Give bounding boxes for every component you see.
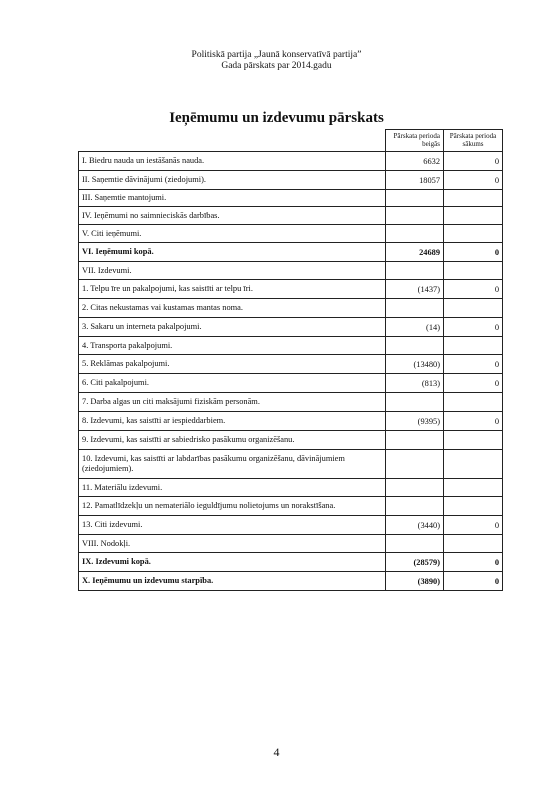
row-label: 3. Sakaru un interneta pakalpojumi.: [79, 318, 386, 337]
value-period-start: [444, 431, 503, 450]
value-period-end: [386, 190, 444, 207]
value-period-start: 0: [444, 355, 503, 374]
row-label: 1. Telpu īre un pakalpojumi, kas saistīti ar telpu īri.: [79, 280, 386, 299]
income-expense-table: [78, 129, 503, 591]
row-label: II. Saņemtie dāvinājumi (ziedojumi).: [79, 171, 386, 190]
page-title: Ieņēmumu un izdevumu pārskats: [169, 110, 384, 126]
row-label: VII. Izdevumi.: [79, 262, 386, 280]
value-period-end: 18057: [386, 171, 444, 190]
value-period-start: [444, 262, 503, 280]
table-row: [79, 262, 503, 280]
row-label: 10. Izdevumi, kas saistīti ar labdarības pasākumu organizēšanu, dāvinājumiem (ziedojumiem).: [79, 450, 386, 479]
value-period-end: [386, 479, 444, 497]
row-label: 9. Izdevumi, kas saistīti ar sabiedrisko pasākumu organizēšanu.: [79, 431, 386, 450]
table-row: [79, 497, 503, 516]
row-label: 8. Izdevumi, kas saistīti ar iespieddarbiem.: [79, 412, 386, 431]
value-period-start: [444, 450, 503, 479]
value-period-start: 0: [444, 280, 503, 299]
header-blank-cell: [79, 130, 386, 152]
value-period-end: [386, 450, 444, 479]
value-period-end: [386, 207, 444, 225]
table-row: [79, 280, 503, 299]
value-period-end: [386, 262, 444, 280]
row-label: 12. Pamatlīdzekļu un nemateriālo ieguldījumu nolietojums un norakstīšana.: [79, 497, 386, 516]
row-label: 4. Transporta pakalpojumi.: [79, 337, 386, 355]
table-row: [79, 337, 503, 355]
value-period-end: [386, 497, 444, 516]
value-period-end: [386, 299, 444, 318]
value-period-start: [444, 479, 503, 497]
value-period-start: [444, 207, 503, 225]
value-period-start: 0: [444, 171, 503, 190]
table-row: [79, 355, 503, 374]
value-period-end: [386, 535, 444, 553]
value-period-end: (28579): [386, 553, 444, 572]
row-label: V. Citi ieņēmumi.: [79, 225, 386, 243]
row-label: 2. Citas nekustamas vai kustamas mantas noma.: [79, 299, 386, 318]
row-label: VI. Ieņēmumi kopā.: [79, 243, 386, 262]
value-period-start: [444, 393, 503, 412]
header-report-year: Gada pārskats par 2014.gadu: [221, 61, 332, 71]
row-label: 6. Citi pakalpojumi.: [79, 374, 386, 393]
table-row: [79, 225, 503, 243]
value-period-end: [386, 431, 444, 450]
table-row: [79, 190, 503, 207]
value-period-end: 6632: [386, 152, 444, 171]
value-period-start: 0: [444, 243, 503, 262]
table-row: [79, 535, 503, 553]
value-period-end: (13480): [386, 355, 444, 374]
value-period-end: [386, 337, 444, 355]
value-period-end: (9395): [386, 412, 444, 431]
page-number: 4: [273, 745, 280, 759]
value-period-start: 0: [444, 374, 503, 393]
table-row: [79, 171, 503, 190]
value-period-start: 0: [444, 553, 503, 572]
row-label: VIII. Nodokļi.: [79, 535, 386, 553]
value-period-start: 0: [444, 516, 503, 535]
value-period-start: [444, 299, 503, 318]
row-label: III. Saņemtie mantojumi.: [79, 190, 386, 207]
value-period-start: [444, 190, 503, 207]
row-label: 7. Darba algas un citi maksājumi fiziskām personām.: [79, 393, 386, 412]
table-row: [79, 318, 503, 337]
table-row: [79, 516, 503, 535]
row-label: I. Biedru nauda un iestāšanās nauda.: [79, 152, 386, 171]
column-header-period-start: Pārskata perioda sākums: [444, 130, 503, 152]
table-row: [79, 393, 503, 412]
table-row: [79, 299, 503, 318]
row-label: IV. Ieņēmumi no saimnieciskās darbības.: [79, 207, 386, 225]
value-period-end: (3890): [386, 572, 444, 591]
value-period-start: [444, 497, 503, 516]
row-label: 5. Reklāmas pakalpojumi.: [79, 355, 386, 374]
table-row-total: [79, 553, 503, 572]
table-row: [79, 412, 503, 431]
row-label: 11. Materiālu izdevumi.: [79, 479, 386, 497]
table-row: [79, 207, 503, 225]
row-label: 13. Citi izdevumi.: [79, 516, 386, 535]
row-label: X. Ieņēmumu un izdevumu starpība.: [79, 572, 386, 591]
value-period-end: 24689: [386, 243, 444, 262]
table-row: [79, 450, 503, 479]
table-row: [79, 479, 503, 497]
value-period-end: (3440): [386, 516, 444, 535]
value-period-start: 0: [444, 572, 503, 591]
value-period-start: [444, 225, 503, 243]
value-period-end: (14): [386, 318, 444, 337]
row-label: IX. Izdevumi kopā.: [79, 553, 386, 572]
table-row: [79, 152, 503, 171]
table-row-total: [79, 243, 503, 262]
value-period-end: [386, 393, 444, 412]
value-period-end: [386, 225, 444, 243]
value-period-end: (1437): [386, 280, 444, 299]
column-header-period-end: Pārskata perioda beigās: [386, 130, 444, 152]
value-period-start: 0: [444, 318, 503, 337]
document-header: [0, 50, 553, 72]
table-row-total: [79, 572, 503, 591]
header-party-name: Politiskā partija „Jaunā konservatīvā partija”: [191, 50, 362, 60]
value-period-end: (813): [386, 374, 444, 393]
table-row: [79, 431, 503, 450]
table-row: [79, 374, 503, 393]
value-period-start: [444, 337, 503, 355]
value-period-start: 0: [444, 412, 503, 431]
value-period-start: [444, 535, 503, 553]
value-period-start: 0: [444, 152, 503, 171]
